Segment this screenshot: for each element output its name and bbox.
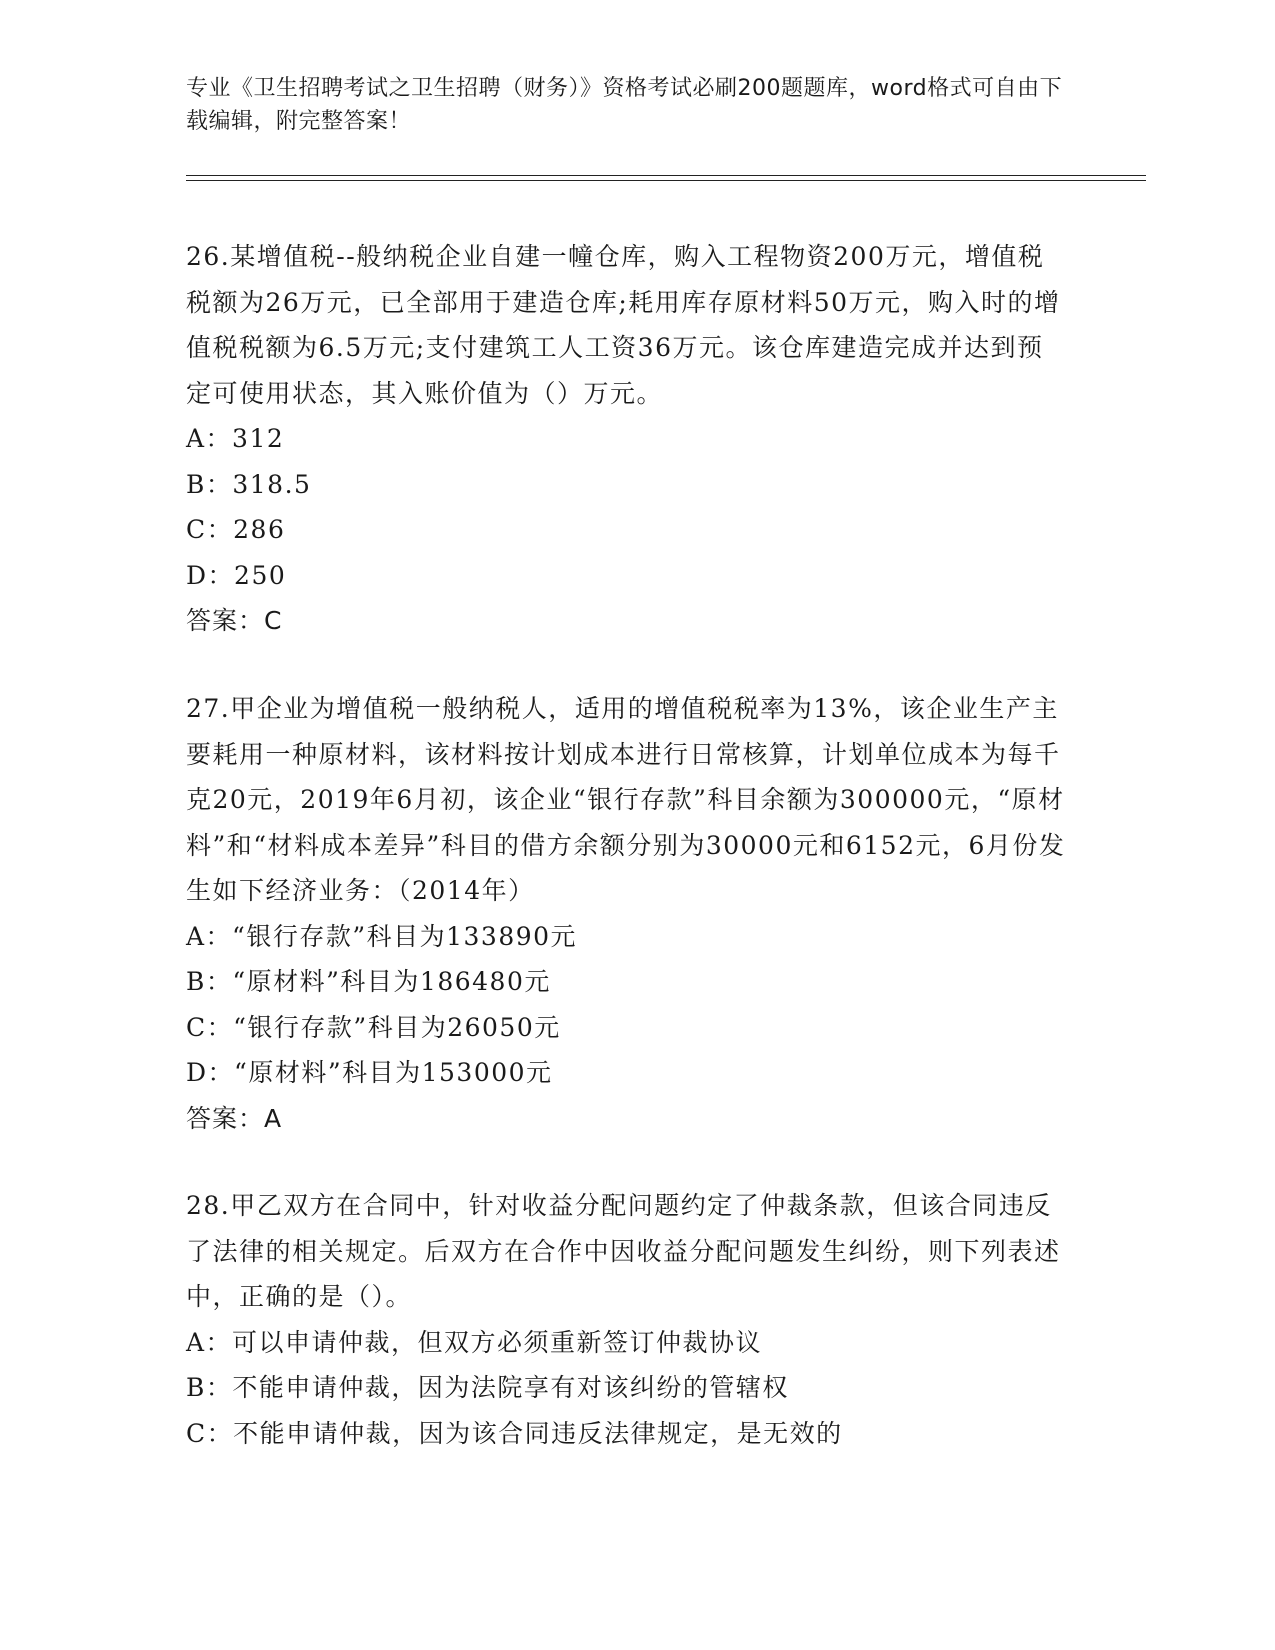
option-b: B：不能申请仲裁，因为法院享有对该纠纷的管辖权: [186, 1373, 789, 1402]
option-c: C：“银行存款”科目为26050元: [186, 1012, 561, 1042]
question-stem: 28.甲乙双方在合同中，针对收益分配问题约定了仲裁条款，但该合同违反了法律的相关规定。后双方在合作中因收益分配问题发生纠纷，则下列表述中，正确的是（）。: [186, 1191, 1061, 1311]
option-b: B：318.5: [186, 469, 312, 499]
option-a: A：可以申请仲裁，但双方必须重新签订仲裁协议: [186, 1327, 763, 1357]
answer-label: 答案：C: [186, 606, 283, 635]
option-a: A：312: [186, 424, 285, 453]
option-d: D：250: [186, 560, 287, 590]
question-stem: 26.某增值税--般纳税企业自建一幢仓库，购入工程物资200万元，增值税税额为26万元，已全部用于建造仓库;耗用库存原材料50万元，购入时的增值税税额为6.5万元;支付建筑工人工资36万元。该仓库建造完成并达到预定可使用状态，其入账价值为（）万元。: [186, 242, 1061, 408]
answer-label: 答案：A: [186, 1103, 283, 1133]
option-c: C：不能申请仲裁，因为该合同违反法律规定，是无效的: [186, 1418, 843, 1448]
option-b: B：“原材料”科目为186480元: [186, 967, 551, 996]
question-stem: 27.甲企业为增值税一般纳税人，适用的增值税税率为13%，该企业生产主要耗用一种原材料，该材料按计划成本进行日常核算，计划单位成本为每千克20元，2019年6月初，该企业“银行存款”科目余额为300000元，“原材料”和“材料成本差异”科目的借方余额分别为30000元和6152元，6月份发生如下经济业务：（2014年）: [186, 694, 1066, 905]
option-a: A：“银行存款”科目为133890元: [186, 921, 578, 951]
question-27: [186, 686, 1066, 1141]
header-divider-top: [186, 175, 1146, 176]
option-c: C：286: [186, 515, 286, 544]
question-26: [186, 234, 1066, 644]
option-d: D：“原材料”科目为153000元: [186, 1058, 553, 1087]
document-header: 专业《卫生招聘考试之卫生招聘（财务）》资格考试必刷200题题库，word格式可自由下载编辑，附完整答案！: [186, 76, 1063, 134]
question-28: [186, 1183, 1066, 1456]
header-divider-bottom: [186, 180, 1146, 181]
